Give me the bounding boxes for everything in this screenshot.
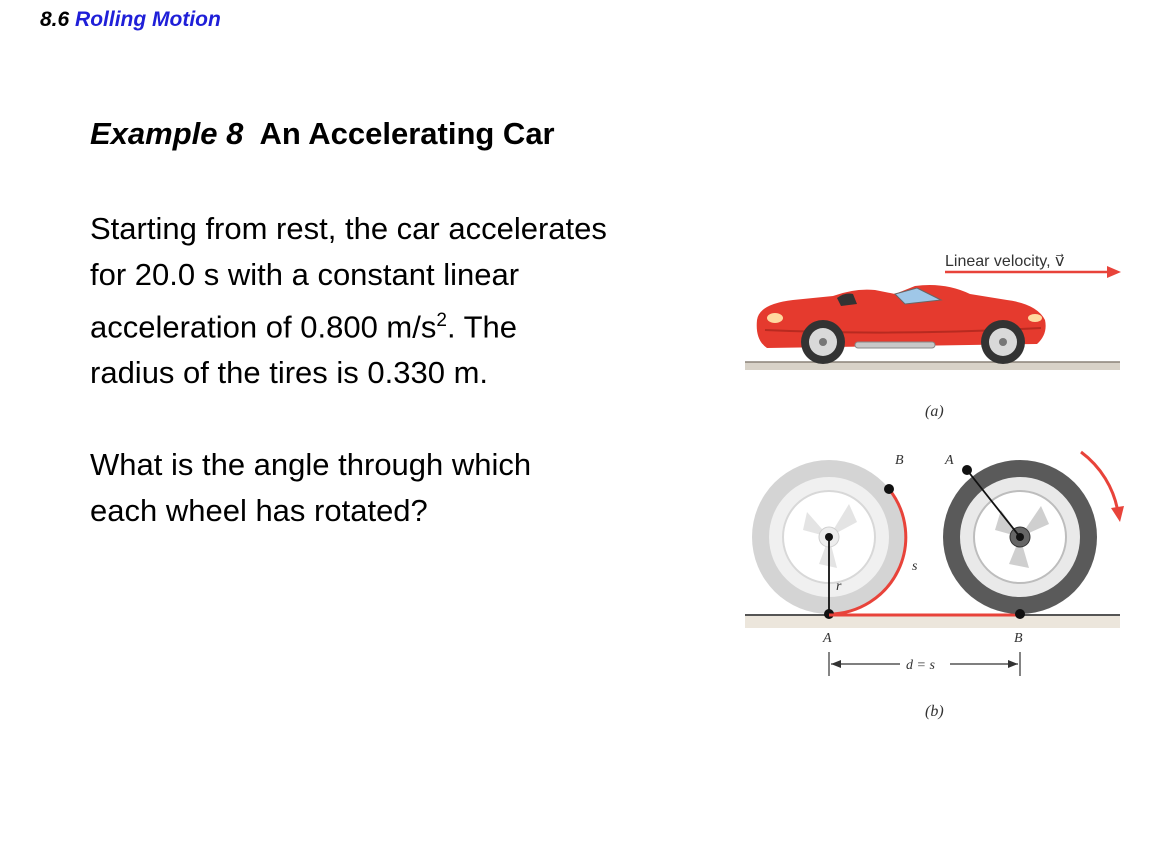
car-rear-wheel (801, 320, 845, 364)
velocity-label: Linear velocity, v⃗ (945, 253, 1065, 270)
point-a-rolled (962, 465, 972, 475)
point-b-initial (884, 484, 894, 494)
distance-label: d = s (906, 658, 935, 673)
problem-line: Starting from rest, the car accelerates (90, 211, 607, 246)
problem-text: acceleration of 0.800 m/s (90, 309, 437, 345)
problem-text: . The (446, 309, 518, 345)
problem-line: for 20.0 s with a constant linear (90, 257, 520, 292)
section-title: Rolling Motion (75, 8, 221, 31)
problem-line: radius of the tires is 0.330 m. (90, 355, 489, 391)
example-title: An Accelerating Car (259, 116, 555, 151)
problem-line (90, 298, 710, 350)
example-heading (90, 116, 555, 152)
figure-a-caption: (a) (925, 403, 944, 420)
ground (745, 362, 1120, 370)
figure-b-caption: (b) (925, 703, 944, 720)
label-b-top: B (895, 453, 904, 468)
label-a-top: A (945, 453, 954, 468)
exponent: 2 (436, 310, 447, 331)
label-s: s (912, 559, 918, 574)
car-front-wheel (981, 320, 1025, 364)
section-number: 8.6 (40, 8, 70, 31)
label-a-bottom: A (823, 631, 832, 646)
figure-a-car (745, 238, 1125, 428)
section-header (40, 8, 221, 32)
problem-statement (90, 206, 710, 534)
question-line: What is the angle through which (90, 447, 532, 483)
label-r: r (836, 579, 842, 594)
figure-b-wheels (745, 440, 1125, 730)
question-line: each wheel has rotated? (90, 493, 428, 529)
label-b-bottom: B (1014, 631, 1023, 646)
example-label: Example 8 (90, 116, 244, 151)
point-b-rolled (1015, 609, 1025, 619)
